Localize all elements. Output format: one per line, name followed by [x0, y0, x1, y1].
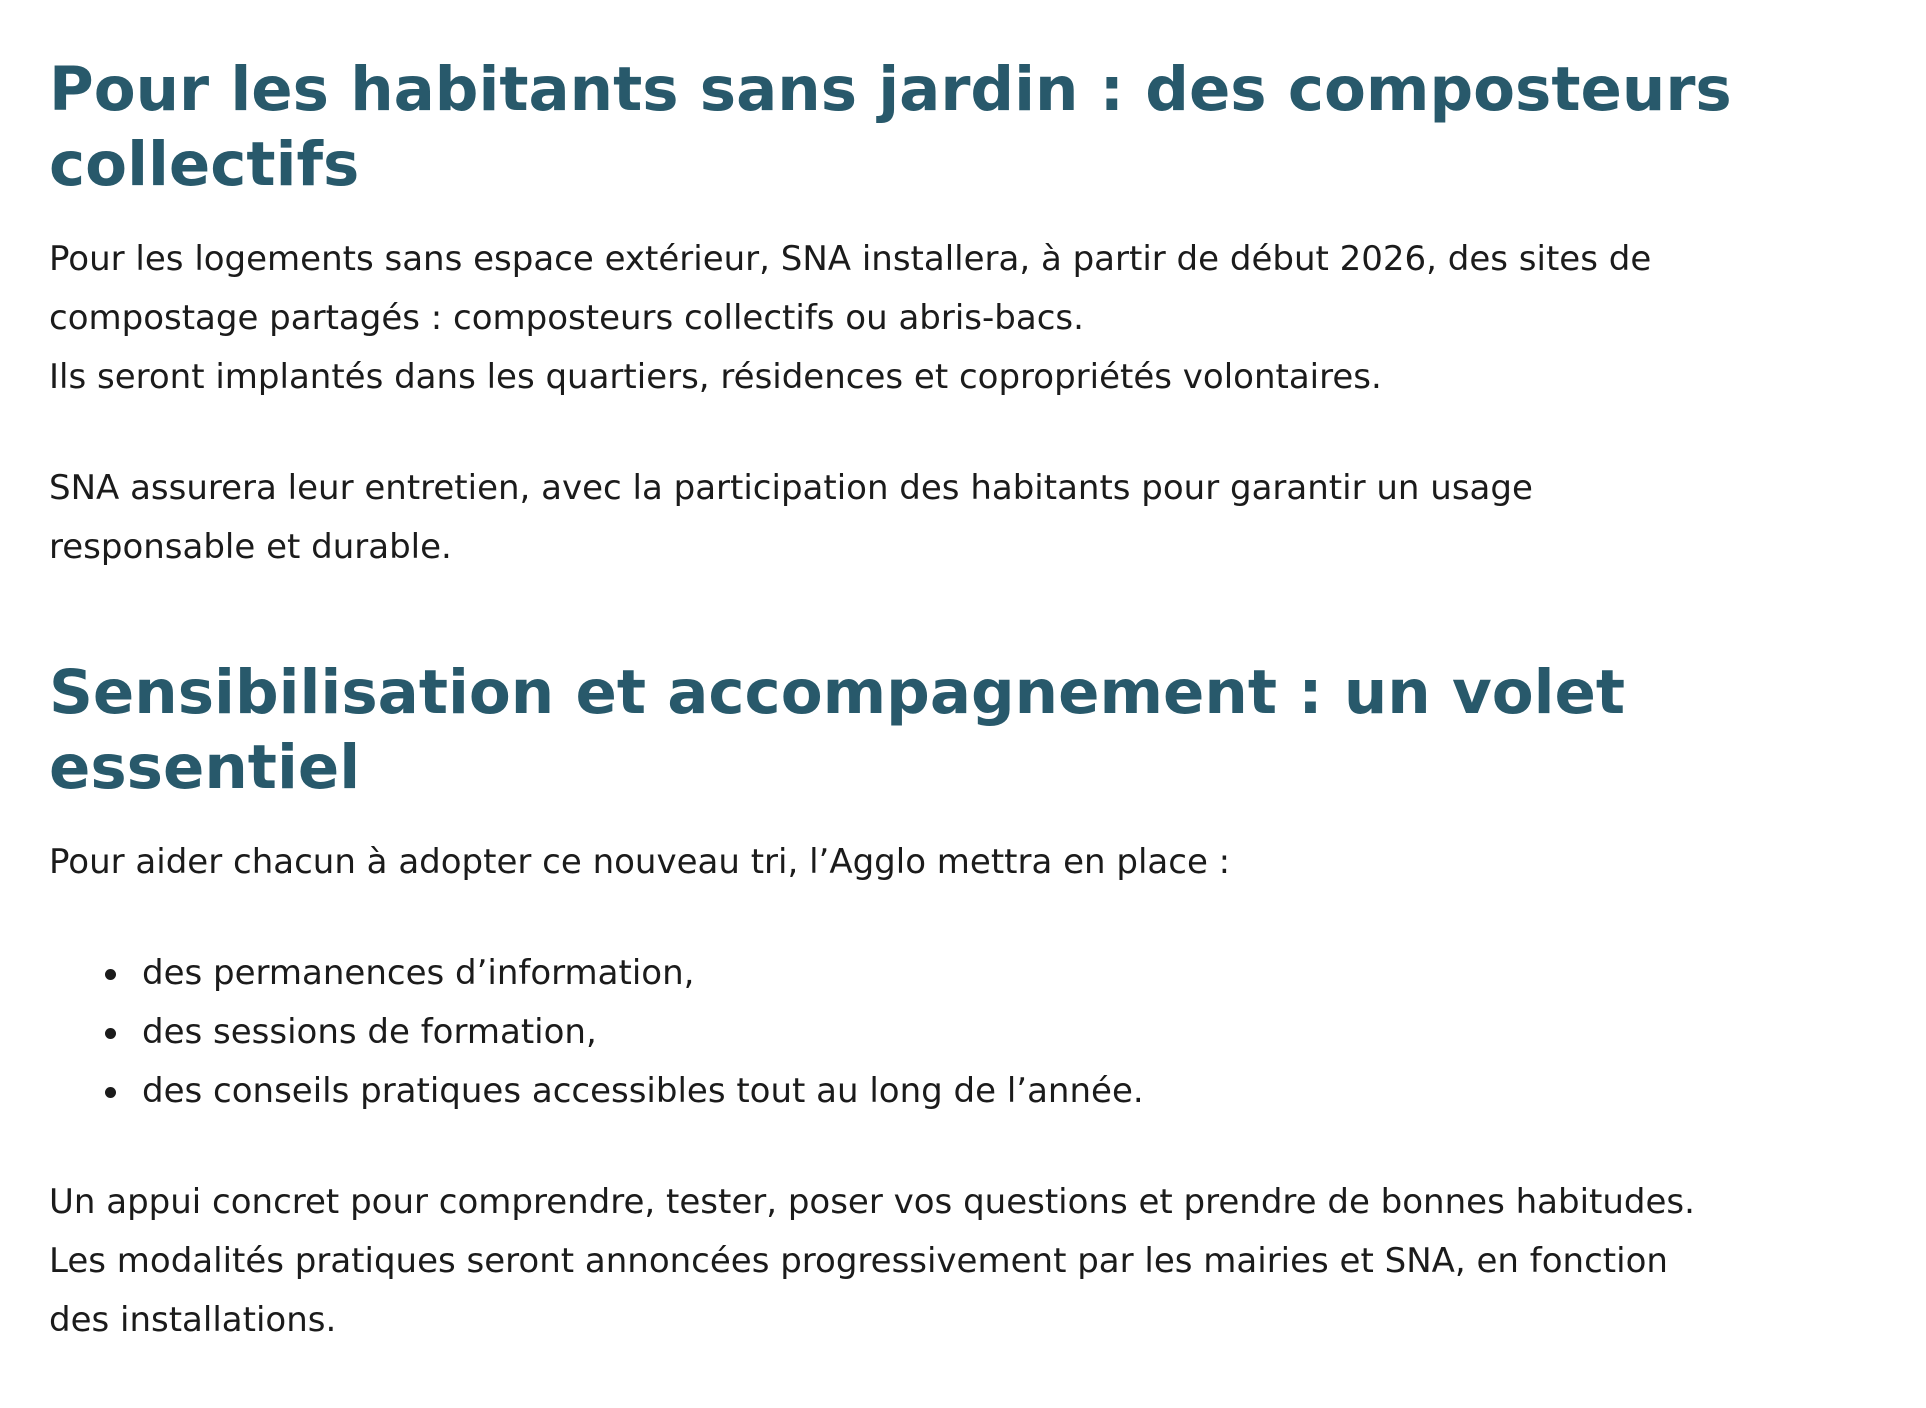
paragraph-line: Pour aider chacun à adopter ce nouveau tri, l’Agglo mettra en place : — [49, 842, 1231, 882]
paragraph-line: responsable et durable. — [49, 527, 452, 567]
paragraph-entretien — [49, 459, 1889, 577]
section-heading-sensibilisation — [49, 655, 1809, 805]
bullet-dot-icon — [105, 969, 116, 980]
paragraph-sites-compostage — [49, 230, 1889, 407]
section-heading-composteurs-collectifs — [49, 52, 1809, 202]
bullet-list-actions — [49, 944, 1926, 1121]
list-item — [49, 1062, 1926, 1121]
list-item — [49, 1003, 1926, 1062]
paragraph-line: Ils seront implantés dans les quartiers, résidences et copropriétés volontaires. — [49, 357, 1382, 397]
list-item-text: des conseils pratiques accessibles tout au long de l’année. — [142, 1071, 1144, 1111]
heading-line: Sensibilisation et accompagnement : un volet — [49, 657, 1626, 728]
list-item — [49, 944, 1926, 1003]
heading-line: collectifs — [49, 129, 360, 200]
paragraph-line: compostage partagés : composteurs collectifs ou abris-bacs. — [49, 298, 1084, 338]
list-item-text: des sessions de formation, — [142, 1012, 597, 1052]
paragraph-closing — [49, 1173, 1889, 1350]
heading-line: Pour les habitants sans jardin : des composteurs — [49, 54, 1732, 125]
paragraph-line: Un appui concret pour comprendre, tester, poser vos questions et prendre de bonnes habitudes. — [49, 1182, 1695, 1222]
paragraph-intro-accompagnement — [49, 833, 1889, 892]
paragraph-line: SNA assurera leur entretien, avec la participation des habitants pour garantir un usage — [49, 468, 1533, 508]
paragraph-line: des installations. — [49, 1300, 337, 1340]
paragraph-line: Les modalités pratiques seront annoncées progressivement par les mairies et SNA, en fonction — [49, 1241, 1668, 1281]
bullet-dot-icon — [105, 1087, 116, 1098]
heading-line: essentiel — [49, 732, 361, 803]
bullet-dot-icon — [105, 1028, 116, 1039]
paragraph-line: Pour les logements sans espace extérieur, SNA installera, à partir de début 2026, des sites de — [49, 239, 1652, 279]
list-item-text: des permanences d’information, — [142, 953, 695, 993]
